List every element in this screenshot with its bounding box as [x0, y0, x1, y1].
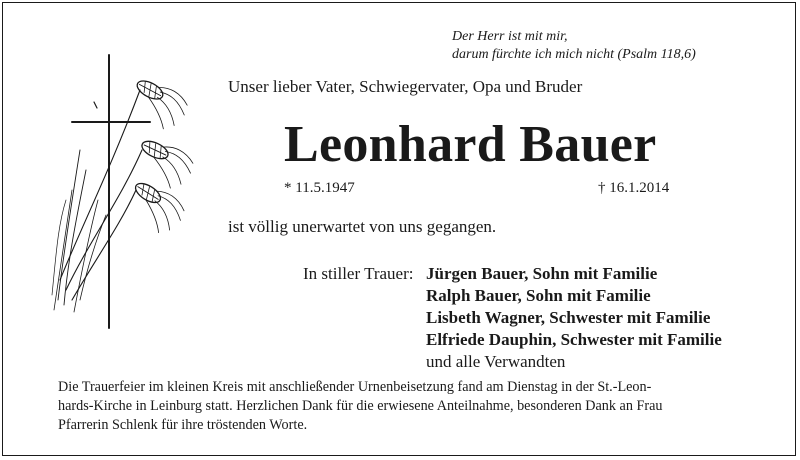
- cross-with-wheat-icon: [50, 50, 200, 340]
- mourning-label: In stiller Trauer:: [303, 264, 414, 283]
- funeral-note-line-1: Die Trauerfeier im kleinen Kreis mit anschließender Urnenbeisetzung fand am Dienstag in der St.-Leon-: [58, 379, 652, 395]
- mourners-list: [426, 263, 722, 373]
- intro-text: Unser lieber Vater, Schwiegervater, Opa und Bruder: [228, 77, 583, 96]
- mourner-3: Lisbeth Wagner, Schwester mit Familie: [426, 308, 711, 327]
- birth-date: * 11.5.1947: [284, 180, 355, 196]
- death-date: † 16.1.2014: [598, 180, 670, 196]
- passed-text: ist völlig unerwartet von uns gegangen.: [228, 217, 497, 236]
- psalm-motto: [452, 28, 752, 64]
- mourner-1: Jürgen Bauer, Sohn mit Familie: [426, 264, 658, 283]
- mourner-4: Elfriede Dauphin, Schwester mit Familie: [426, 330, 722, 349]
- motto-line-2: darum fürchte ich mich nicht (Psalm 118,6): [452, 47, 696, 62]
- motto-line-1: Der Herr ist mit mir,: [452, 29, 568, 44]
- funeral-note: [58, 378, 758, 435]
- funeral-note-line-3: Pfarrerin Schlenk für ihre tröstenden Worte.: [58, 417, 308, 433]
- relatives-line: und alle Verwandten: [426, 352, 566, 371]
- deceased-name: Leonhard Bauer: [284, 116, 657, 173]
- funeral-note-line-2: hards-Kirche in Leinburg statt. Herzlichen Dank für die erwiesene Anteilnahme, besonderen Dank an Frau: [58, 398, 663, 414]
- mourner-2: Ralph Bauer, Sohn mit Familie: [426, 286, 651, 305]
